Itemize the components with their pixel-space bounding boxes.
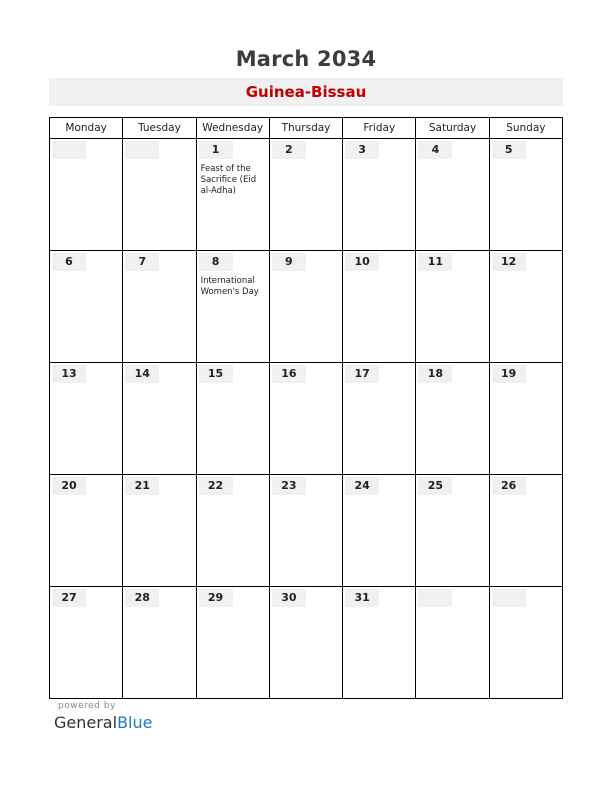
day-number: 26	[492, 477, 526, 495]
day-cell	[343, 363, 416, 475]
day-number: 13	[52, 365, 86, 383]
brand-logo[interactable]	[54, 713, 152, 732]
day-cell	[123, 475, 196, 587]
day-cell	[343, 251, 416, 363]
day-cell	[269, 363, 342, 475]
week-row	[50, 475, 563, 587]
day-number: 6	[52, 253, 86, 271]
day-cell	[269, 475, 342, 587]
day-number	[52, 141, 86, 159]
day-cell	[416, 587, 489, 699]
day-number: 17	[345, 365, 379, 383]
day-number: 30	[272, 589, 306, 607]
day-cell	[269, 139, 342, 251]
day-cell	[50, 475, 123, 587]
holiday-event: Feast of the Sacrifice (Eid al-Adha)	[200, 164, 257, 196]
day-number: 2	[272, 141, 306, 159]
day-cell	[416, 139, 489, 251]
powered-by-label: powered by	[58, 701, 116, 711]
weekday-header-row	[50, 118, 563, 139]
day-cell	[416, 475, 489, 587]
day-cell	[489, 475, 562, 587]
weekday-header: Sunday	[489, 118, 562, 139]
day-cell	[50, 139, 123, 251]
day-number: 31	[345, 589, 379, 607]
day-cell	[416, 251, 489, 363]
day-number: 20	[52, 477, 86, 495]
weekday-header: Tuesday	[123, 118, 196, 139]
brand-name-general: General	[54, 713, 118, 732]
day-number: 22	[199, 477, 233, 495]
day-number: 27	[52, 589, 86, 607]
day-number	[492, 589, 526, 607]
day-cell	[269, 587, 342, 699]
day-cell	[123, 363, 196, 475]
weekday-header: Saturday	[416, 118, 489, 139]
week-row	[50, 587, 563, 699]
day-cell	[196, 251, 269, 363]
calendar-grid	[49, 117, 563, 699]
day-number: 25	[418, 477, 452, 495]
day-cell	[343, 587, 416, 699]
day-number: 29	[199, 589, 233, 607]
day-number: 10	[345, 253, 379, 271]
day-cell	[489, 587, 562, 699]
day-number	[125, 141, 159, 159]
page-title: March 2034	[235, 47, 377, 71]
day-cell	[269, 251, 342, 363]
day-number: 4	[418, 141, 452, 159]
day-cell	[50, 251, 123, 363]
weekday-header: Thursday	[269, 118, 342, 139]
day-cell	[489, 251, 562, 363]
day-cell	[123, 587, 196, 699]
day-number: 3	[345, 141, 379, 159]
week-row	[50, 363, 563, 475]
holiday-event: International Women's Day	[200, 276, 259, 297]
day-cell	[489, 363, 562, 475]
week-row	[50, 251, 563, 363]
day-number: 9	[272, 253, 306, 271]
weekday-header: Friday	[343, 118, 416, 139]
day-cell	[123, 139, 196, 251]
day-cell	[196, 363, 269, 475]
day-number: 21	[125, 477, 159, 495]
day-cell	[50, 363, 123, 475]
country-banner	[49, 78, 563, 106]
day-cell	[123, 251, 196, 363]
day-number: 7	[125, 253, 159, 271]
day-number: 1	[199, 141, 233, 159]
day-cell	[196, 139, 269, 251]
day-number: 28	[125, 589, 159, 607]
day-number: 24	[345, 477, 379, 495]
weekday-header: Wednesday	[196, 118, 269, 139]
day-cell	[50, 587, 123, 699]
day-number: 8	[199, 253, 233, 271]
day-number: 5	[492, 141, 526, 159]
day-number: 18	[418, 365, 452, 383]
day-number: 23	[272, 477, 306, 495]
day-number: 19	[492, 365, 526, 383]
weekday-header: Monday	[50, 118, 123, 139]
day-cell	[196, 587, 269, 699]
day-cell	[416, 363, 489, 475]
country-name: Guinea-Bissau	[245, 83, 367, 101]
day-number: 14	[125, 365, 159, 383]
day-cell	[343, 139, 416, 251]
day-cell	[196, 475, 269, 587]
day-number: 12	[492, 253, 526, 271]
day-cell	[343, 475, 416, 587]
day-number: 15	[199, 365, 233, 383]
day-number: 16	[272, 365, 306, 383]
day-cell	[489, 139, 562, 251]
week-row	[50, 139, 563, 251]
brand-name-blue: Blue	[117, 713, 153, 732]
day-number	[418, 589, 452, 607]
day-number: 11	[418, 253, 452, 271]
